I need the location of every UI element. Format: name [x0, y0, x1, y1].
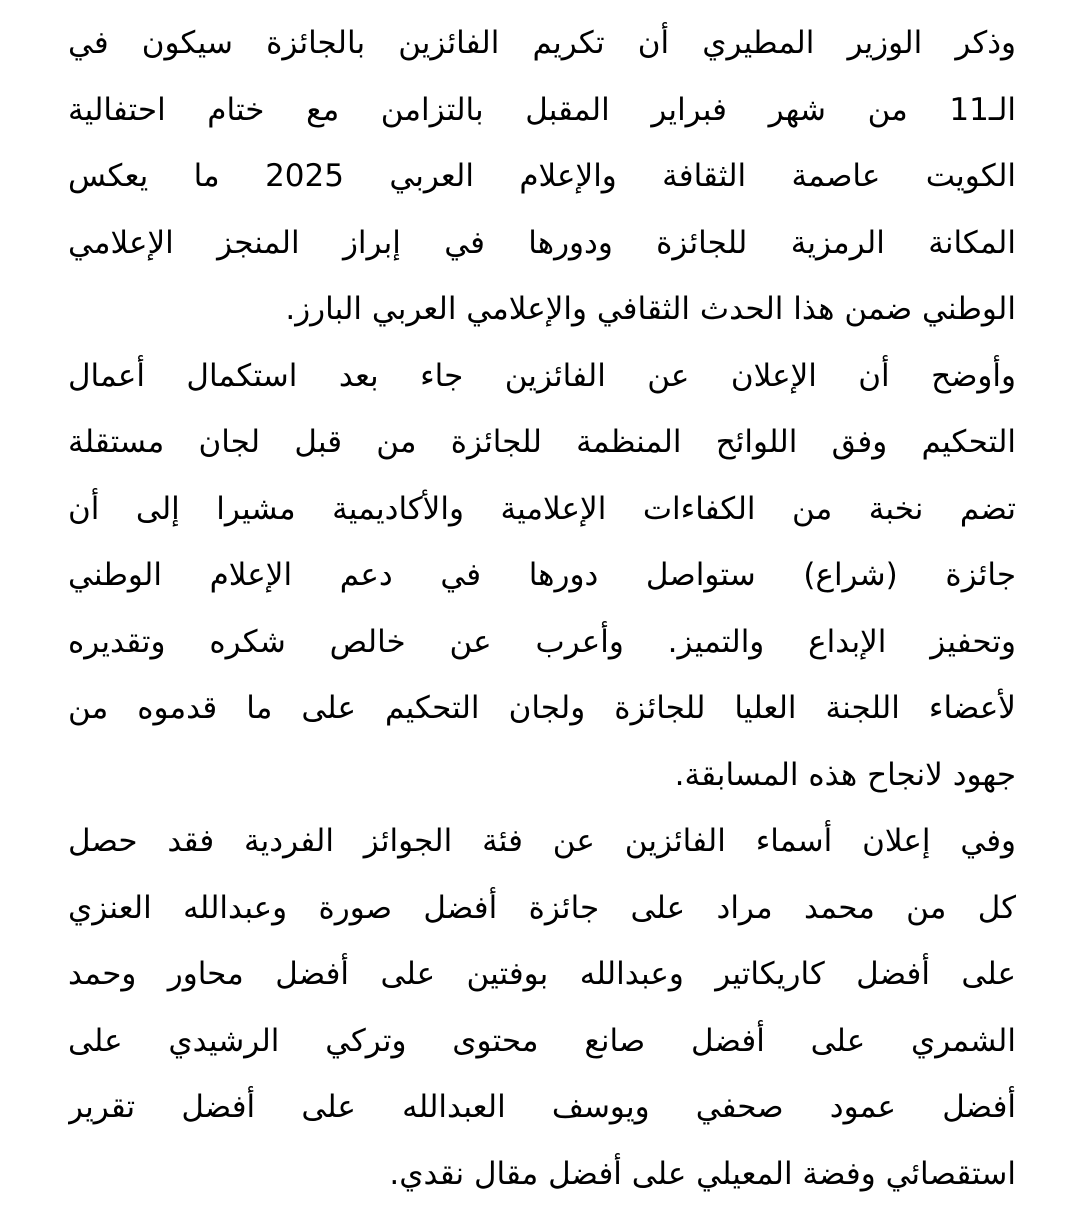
text-line: استقصائي وفضة المعيلي على أفضل مقال نقدي.	[68, 1141, 1016, 1207]
paragraph-ceremony-date	[68, 10, 1016, 343]
text-line: لأعضاء اللجنة العليا للجائزة ولجان التحكيم على ما قدموه من	[68, 675, 1016, 742]
text-line: تضم نخبة من الكفاءات الإعلامية والأكاديمية مشيرا إلى أن	[68, 476, 1016, 543]
article-body	[68, 0, 1016, 1200]
text-line: وفي إعلان أسماء الفائزين عن فئة الجوائز الفردية فقد حصل	[68, 808, 1016, 875]
text-line: وأوضح أن الإعلان عن الفائزين جاء بعد استكمال أعمال	[68, 343, 1016, 410]
text-line: الكويت عاصمة الثقافة والإعلام العربي 2025 ما يعكس	[68, 143, 1016, 210]
text-line: على أفضل كاريكاتير وعبدالله بوفتين على أفضل محاور وحمد	[68, 941, 1016, 1008]
text-line: الـ11 من شهر فبراير المقبل بالتزامن مع ختام احتفالية	[68, 77, 1016, 144]
text-line: كل من محمد مراد على جائزة أفضل صورة وعبدالله العنزي	[68, 875, 1016, 942]
text-line: الوطني ضمن هذا الحدث الثقافي والإعلامي العربي البارز.	[68, 276, 1016, 343]
text-line: وذكر الوزير المطيري أن تكريم الفائزين بالجائزة سيكون في	[68, 10, 1016, 77]
text-line: التحكيم وفق اللوائح المنظمة للجائزة من قبل لجان مستقلة	[68, 409, 1016, 476]
paragraph-winners	[68, 808, 1016, 1207]
text-line: وتحفيز الإبداع والتميز. وأعرب عن خالص شكره وتقديره	[68, 609, 1016, 676]
text-line: الشمري على أفضل صانع محتوى وتركي الرشيدي على	[68, 1008, 1016, 1075]
text-line: جائزة (شراع) ستواصل دورها في دعم الإعلام الوطني	[68, 542, 1016, 609]
paragraph-judging	[68, 343, 1016, 809]
text-line: أفضل عمود صحفي ويوسف العبدالله على أفضل تقرير	[68, 1074, 1016, 1141]
text-line: المكانة الرمزية للجائزة ودورها في إبراز المنجز الإعلامي	[68, 210, 1016, 277]
text-line: جهود لانجاح هذه المسابقة.	[68, 742, 1016, 809]
